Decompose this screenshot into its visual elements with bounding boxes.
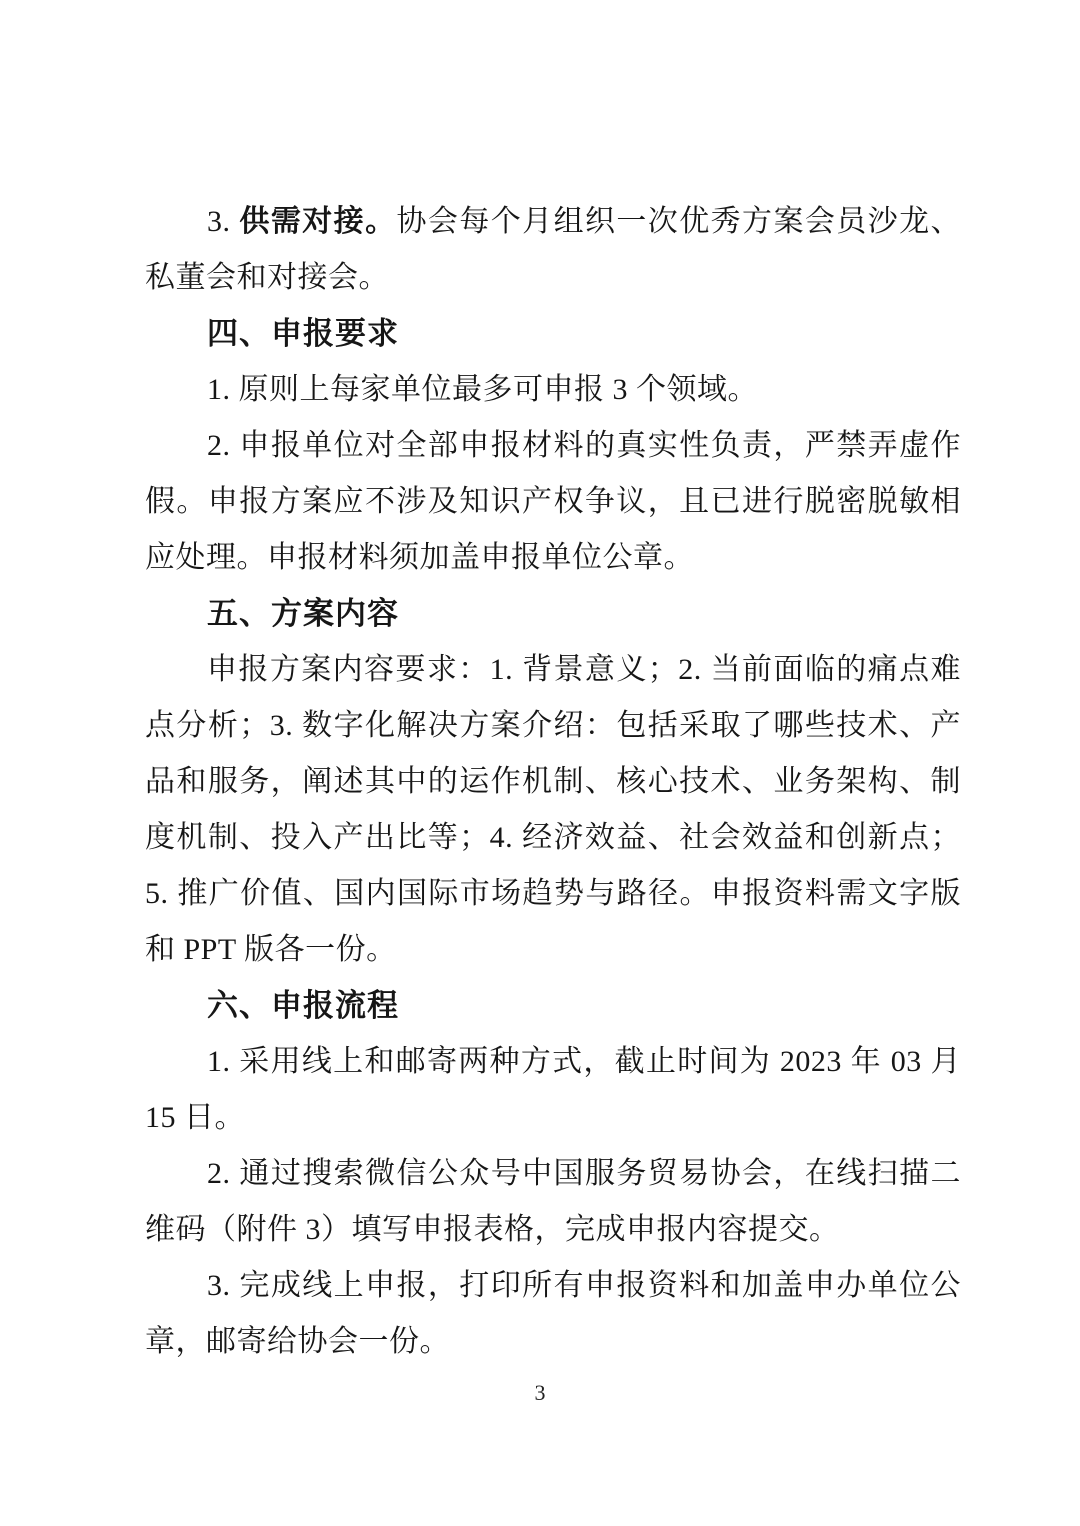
body-paragraph: 3. 供需对接。协会每个月组织一次优秀方案会员沙龙、私董会和对接会。 xyxy=(145,205,962,294)
section-heading: 五、方案内容 xyxy=(207,596,399,631)
body-paragraph: 2. 通过搜索微信公众号中国服务贸易协会，在线扫描二维码（附件 3）填写申报表格，完成申报内容提交。 xyxy=(145,1157,961,1246)
body-paragraph: 1. 原则上每家单位最多可申报 3 个领域。 xyxy=(207,373,758,406)
document-body xyxy=(145,194,961,1370)
body-paragraph: 1. 采用线上和邮寄两种方式，截止时间为 2023 年 03 月 15 日。 xyxy=(145,1045,961,1134)
body-paragraph: 申报方案内容要求：1. 背景意义；2. 当前面临的痛点难点分析；3. 数字化解决方案介绍：包括采取了哪些技术、产品和服务，阐述其中的运作机制、核心技术、业务架构、制度机制、投入产出比等；4. 经济效益、社会效益和创新点；5. 推广价值、国内国际市场趋势与路径。申报资料需文字版和 PPT 版各一份。 xyxy=(145,653,961,966)
section-heading: 四、申报要求 xyxy=(207,316,399,351)
section-heading: 六、申报流程 xyxy=(207,988,399,1023)
page-number: 3 xyxy=(534,1380,546,1405)
body-paragraph: 2. 申报单位对全部申报材料的真实性负责，严禁弄虚作假。申报方案应不涉及知识产权争议，且已进行脱密脱敏相应处理。申报材料须加盖申报单位公章。 xyxy=(145,429,961,574)
bold-lead-phrase: 供需对接。 xyxy=(239,205,397,238)
body-paragraph: 3. 完成线上申报，打印所有申报资料和加盖申办单位公章，邮寄给协会一份。 xyxy=(145,1269,961,1358)
list-number: 3. xyxy=(207,205,240,238)
